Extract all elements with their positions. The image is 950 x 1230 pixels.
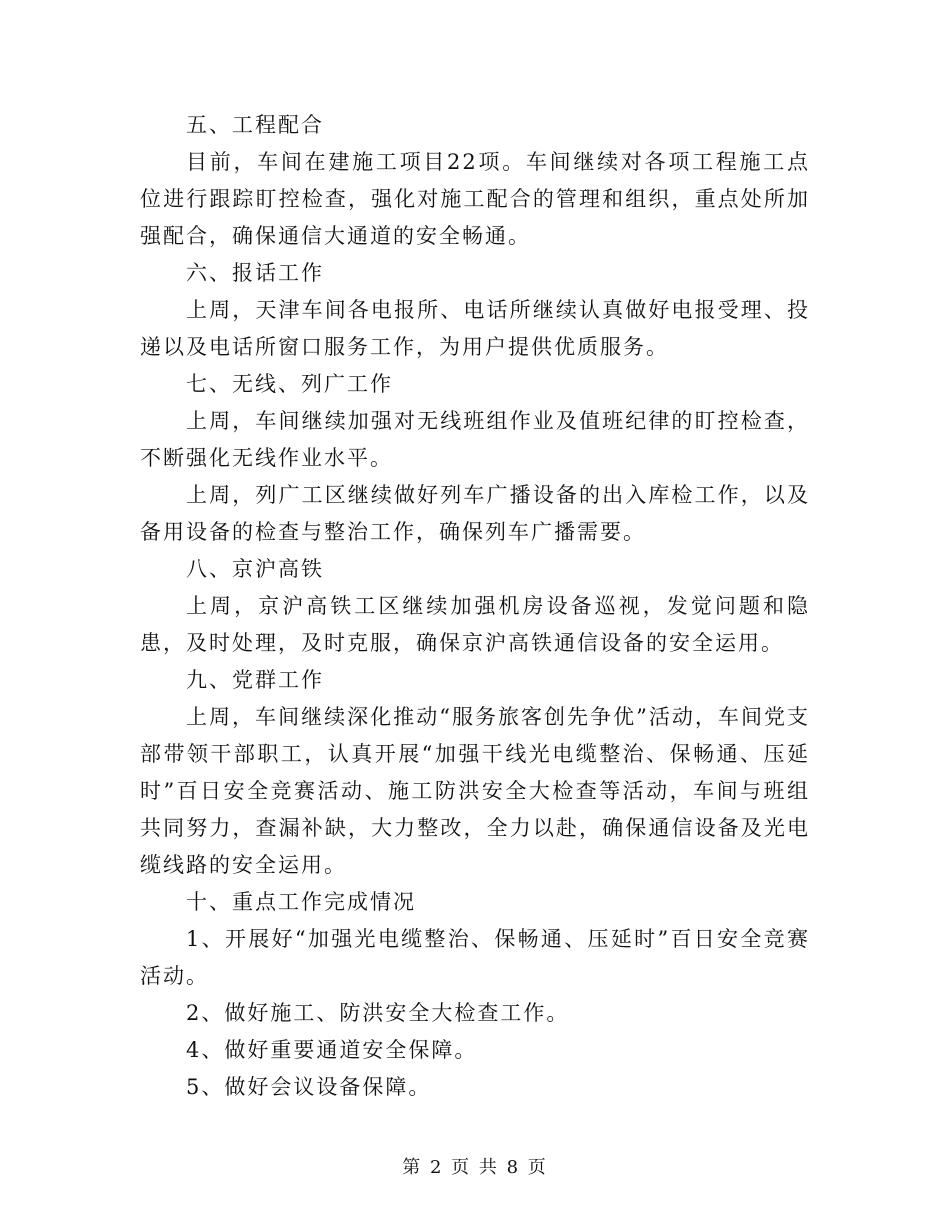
page-number: 第 2 页 共 8 页 bbox=[402, 1157, 548, 1178]
list-item: 5、做好会议设备保障。 bbox=[186, 1075, 432, 1099]
list-item: 4、做好重要通道安全保障。 bbox=[186, 1038, 478, 1062]
section-heading: 六、报话工作 bbox=[186, 261, 324, 285]
body-paragraph: 目前，车间在建施工项目22项。车间继续对各项工程施工点位进行跟踪盯控检查，强化对施工配合的管理和组织，重点处所加强配合，确保通信大通道的安全畅通。 bbox=[140, 150, 810, 248]
body-paragraph: 上周，天津车间各电报所、电话所继续认真做好电报受理、投递以及电话所窗口服务工作，为用户提供优质服务。 bbox=[140, 298, 810, 359]
section-heading: 五、工程配合 bbox=[186, 113, 324, 137]
document-body bbox=[140, 107, 810, 1106]
body-paragraph: 上周，车间继续深化推动“服务旅客创先争优”活动，车间党支部带领干部职工，认真开展“加强干线光电缆整治、保畅通、压延时”百日安全竞赛活动、施工防洪安全大检查等活动，车间与班组共同努力，查漏补缺，大力整改，全力以赴，确保通信设备及光电缆线路的安全运用。 bbox=[140, 705, 810, 877]
body-paragraph: 上周，车间继续加强对无线班组作业及值班纪律的盯控检查，不断强化无线作业水平。 bbox=[140, 409, 810, 470]
list-item: 1、开展好“加强光电缆整治、保畅通、压延时”百日安全竞赛活动。 bbox=[140, 927, 810, 988]
list-item: 2、做好施工、防洪安全大检查工作。 bbox=[186, 1001, 570, 1025]
section-heading: 七、无线、列广工作 bbox=[186, 372, 393, 396]
section-heading: 八、京沪高铁 bbox=[186, 557, 324, 581]
section-heading: 九、党群工作 bbox=[186, 668, 324, 692]
section-heading: 十、重点工作完成情况 bbox=[186, 890, 416, 914]
body-paragraph: 上周，列广工区继续做好列车广播设备的出入库检工作，以及备用设备的检查与整治工作，确保列车广播需要。 bbox=[140, 483, 810, 544]
body-paragraph: 上周，京沪高铁工区继续加强机房设备巡视，发觉问题和隐患，及时处理，及时克服，确保京沪高铁通信设备的安全运用。 bbox=[140, 594, 810, 655]
